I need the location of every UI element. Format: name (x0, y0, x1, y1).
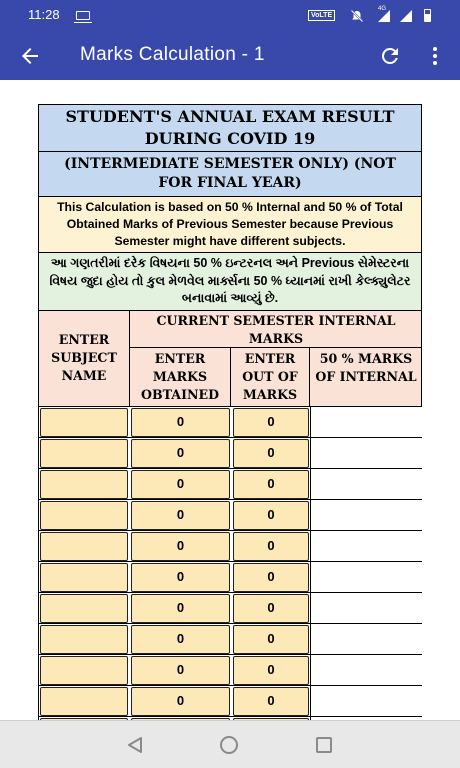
subject-input[interactable] (40, 501, 128, 530)
nav-recents-icon[interactable] (316, 737, 332, 753)
table-subtitle: (INTERMEDIATE SEMESTER ONLY) (NOT FOR FINAL YEAR) (39, 152, 421, 197)
out-of-marks-input[interactable]: 0 (233, 625, 309, 654)
table-row (39, 500, 421, 531)
out-of-marks-input[interactable]: 0 (233, 563, 309, 592)
status-bar (0, 0, 460, 32)
subject-input[interactable] (40, 439, 128, 468)
subject-input[interactable] (40, 563, 128, 592)
subject-input[interactable] (40, 532, 128, 561)
nav-back-icon[interactable] (126, 736, 144, 754)
system-nav-bar (0, 720, 460, 768)
content-area (0, 80, 460, 720)
subject-input[interactable] (40, 687, 128, 716)
out-of-marks-input[interactable]: 0 (233, 656, 309, 685)
marks-obtained-input[interactable]: 0 (131, 563, 230, 592)
subject-input[interactable] (40, 625, 128, 654)
marks-obtained-input[interactable]: 0 (131, 532, 230, 561)
page-title: Marks Calculation - 1 (80, 44, 265, 65)
out-of-marks-input[interactable]: 0 (233, 501, 309, 530)
table-row (39, 686, 421, 717)
column-half-internal: 50 % MARKS OF INTERNAL (315, 350, 417, 384)
subject-input[interactable] (40, 470, 128, 499)
table-row (39, 438, 421, 469)
marks-obtained-input[interactable]: 0 (131, 439, 230, 468)
half-internal-value (310, 531, 422, 561)
table-row (39, 593, 421, 624)
half-internal-value (310, 562, 422, 592)
column-out-of-marks: ENTER OUT OF MARKS (231, 348, 310, 406)
marks-obtained-input[interactable]: 0 (131, 687, 230, 716)
half-internal-value (310, 686, 422, 716)
subject-input[interactable] (40, 656, 128, 685)
half-internal-value (310, 593, 422, 623)
table-row (39, 624, 421, 655)
subject-input[interactable] (40, 408, 128, 437)
half-internal-value (310, 469, 422, 499)
half-internal-value (310, 500, 422, 530)
marks-obtained-input[interactable]: 0 (131, 594, 230, 623)
signal-icon (378, 10, 390, 22)
subject-input[interactable] (40, 594, 128, 623)
half-internal-value (310, 407, 422, 437)
marks-obtained-input[interactable]: 0 (131, 501, 230, 530)
more-vertical-icon[interactable] (425, 44, 445, 68)
marks-obtained-input[interactable]: 0 (131, 470, 230, 499)
marks-obtained-input[interactable]: 0 (131, 408, 230, 437)
table-row (39, 407, 421, 438)
table-body (39, 407, 421, 748)
out-of-marks-input[interactable]: 0 (233, 687, 309, 716)
marks-obtained-input[interactable]: 0 (131, 656, 230, 685)
out-of-marks-input[interactable]: 0 (233, 470, 309, 499)
marks-obtained-input[interactable]: 0 (131, 625, 230, 654)
column-subject: ENTER SUBJECT NAME (39, 311, 130, 406)
result-table (38, 104, 422, 749)
mute-icon (350, 9, 364, 23)
network-type: 4G (378, 6, 387, 12)
info-gujarati: આ ગણતરીમાં દરેક વિષયના 50 % ઇન્ટરનલ અને Previous સેમેસ્ટરના વિષય જુદા હોય તો કુલ મેળવેલ માર્ક્સના 50 % ધ્યાનમાં રાખી કેલ્ક્યુલેટર બનાવામાં આવ્યું છે. (39, 253, 421, 311)
volte-badge: VoLTE (308, 10, 335, 21)
app-bar (0, 32, 460, 80)
refresh-icon[interactable] (378, 44, 402, 68)
out-of-marks-input[interactable]: 0 (233, 408, 309, 437)
status-time: 11:28 (28, 7, 60, 22)
battery-icon (424, 9, 431, 22)
out-of-marks-input[interactable]: 0 (233, 532, 309, 561)
table-row (39, 469, 421, 500)
half-internal-value (310, 655, 422, 685)
table-row (39, 562, 421, 593)
nav-home-icon[interactable] (220, 736, 238, 754)
half-internal-value (310, 624, 422, 654)
table-row (39, 655, 421, 686)
info-english: This Calculation is based on 50 % Internal and 50 % of Total Obtained Marks of Previous Semester because Previous Semester might have different subjects. (39, 197, 421, 253)
arrow-left-icon[interactable] (18, 44, 42, 68)
column-marks-obtained: ENTER MARKS OBTAINED (130, 348, 231, 406)
column-header (39, 311, 421, 407)
table-row (39, 531, 421, 562)
out-of-marks-input[interactable]: 0 (233, 439, 309, 468)
column-group-internal: CURRENT SEMESTER INTERNAL MARKS (130, 311, 422, 348)
half-internal-value (310, 438, 422, 468)
screen-cast-icon (76, 11, 90, 20)
table-title: STUDENT'S ANNUAL EXAM RESULT DURING COVID 19 (39, 105, 421, 152)
out-of-marks-input[interactable]: 0 (233, 594, 309, 623)
signal-icon-2 (400, 10, 412, 22)
